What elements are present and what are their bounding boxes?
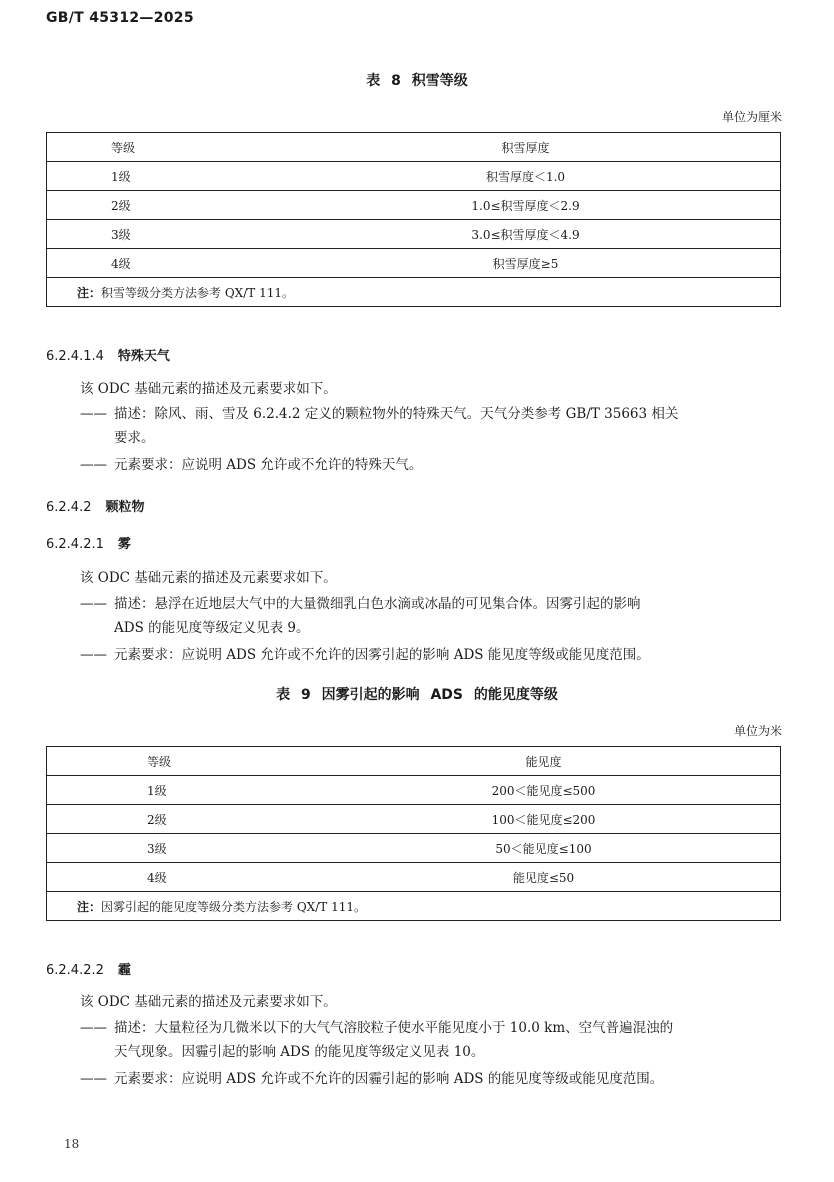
note-text: 积雪等级分类方法参考 QX/T 111。: [101, 285, 294, 300]
list-item-requirement: [80, 643, 782, 667]
table-row: [47, 220, 781, 249]
table-row: [47, 776, 781, 805]
table8-unit: 单位为厘米: [721, 110, 782, 124]
table-note: [47, 278, 781, 307]
table-note-row: [47, 278, 781, 307]
item-text: 元素要求：应说明 ADS 允许或不允许的因霾引起的影响 ADS 的能见度等级或能见度范围。: [114, 1071, 664, 1087]
table-row: [47, 863, 781, 892]
cell-grade: 4级: [47, 863, 308, 892]
dash-bullet: ——: [80, 596, 107, 612]
cell-grade: 1级: [47, 776, 308, 805]
dash-bullet: ——: [80, 1071, 107, 1087]
cell-grade: 4级: [47, 249, 272, 278]
table-row: [47, 191, 781, 220]
table-header-row: [47, 133, 781, 162]
table8: [46, 132, 781, 307]
cell-value: 积雪厚度≥5: [271, 249, 781, 278]
table9-unit: 单位为米: [733, 724, 782, 738]
section-title: 颗粒物: [105, 500, 145, 515]
cell-grade: 2级: [47, 191, 272, 220]
section-heading: [46, 496, 145, 515]
table-row: [47, 805, 781, 834]
section-intro: 该 ODC 基础元素的描述及元素要求如下。: [80, 570, 337, 586]
dash-bullet: ——: [80, 457, 107, 473]
section-number: 6.2.4.2.2: [46, 963, 104, 978]
table-note-row: [47, 892, 781, 921]
cell-value: 积雪厚度＜1.0: [271, 162, 781, 191]
cell-value: 1.0≤积雪厚度＜2.9: [271, 191, 781, 220]
list-item-description: [80, 1016, 782, 1064]
item-text: 描述：除风、雨、雪及 6.2.4.2 定义的颗粒物外的特殊天气。天气分类参考 GB/T 35663 相关: [114, 406, 679, 422]
table-row: [47, 162, 781, 191]
section-number: 6.2.4.2: [46, 500, 92, 515]
list-item-requirement: [80, 453, 782, 477]
standard-code: GB/T 45312—2025: [46, 10, 194, 26]
section-intro: 该 ODC 基础元素的描述及元素要求如下。: [80, 381, 337, 397]
cell-grade: 2级: [47, 805, 308, 834]
item-text: 描述：大量粒径为几微米以下的大气气溶胶粒子使水平能见度小于 10.0 km、空气普遍混浊的: [114, 1020, 674, 1036]
table9-caption: 表 9 因雾引起的影响 ADS 的能见度等级: [276, 687, 558, 703]
section-heading: [46, 533, 131, 552]
cell-value: 3.0≤积雪厚度＜4.9: [271, 220, 781, 249]
section-intro: 该 ODC 基础元素的描述及元素要求如下。: [80, 994, 337, 1010]
cell-value: 能见度≤50: [307, 863, 781, 892]
item-text: 元素要求：应说明 ADS 允许或不允许的特殊天气。: [114, 457, 423, 473]
dash-bullet: ——: [80, 1020, 107, 1036]
cell-value: 100＜能见度≤200: [307, 805, 781, 834]
table9: [46, 746, 781, 921]
table-row: [47, 834, 781, 863]
table-header-row: [47, 747, 781, 776]
item-text: 描述：悬浮在近地层大气中的大量微细乳白色水滴或冰晶的可见集合体。因雾引起的影响: [114, 596, 641, 612]
section-title: 特殊天气: [117, 349, 170, 364]
cell-grade: 3级: [47, 834, 308, 863]
dash-bullet: ——: [80, 406, 107, 422]
note-text: 因雾引起的能见度等级分类方法参考 QX/T 111。: [101, 899, 366, 914]
section-title: 霾: [117, 963, 131, 978]
dash-bullet: ——: [80, 647, 107, 663]
table-note: [47, 892, 781, 921]
section-number: 6.2.4.2.1: [46, 537, 104, 552]
cell-value: 200＜能见度≤500: [307, 776, 781, 805]
item-text-continued: 要求。: [114, 430, 155, 446]
note-label: 注：: [77, 899, 102, 914]
cell-grade: 1级: [47, 162, 272, 191]
table8-caption: 表 8 积雪等级: [366, 73, 468, 89]
column-header-value: 积雪厚度: [271, 133, 781, 162]
list-item-description: [80, 592, 782, 640]
cell-value: 50＜能见度≤100: [307, 834, 781, 863]
list-item-description: [80, 402, 782, 450]
section-heading: [46, 345, 170, 364]
section-number: 6.2.4.1.4: [46, 349, 104, 364]
item-text-continued: ADS 的能见度等级定义见表 9。: [114, 620, 310, 636]
column-header-grade: 等级: [47, 133, 272, 162]
section-heading: [46, 959, 131, 978]
item-text-continued: 天气现象。因霾引起的影响 ADS 的能见度等级定义见表 10。: [114, 1044, 485, 1060]
cell-grade: 3级: [47, 220, 272, 249]
table-row: [47, 249, 781, 278]
page-number: 18: [64, 1137, 80, 1151]
column-header-value: 能见度: [307, 747, 781, 776]
column-header-grade: 等级: [47, 747, 308, 776]
section-title: 雾: [117, 537, 131, 552]
item-text: 元素要求：应说明 ADS 允许或不允许的因雾引起的影响 ADS 能见度等级或能见度范围。: [114, 647, 650, 663]
note-label: 注：: [77, 285, 102, 300]
list-item-requirement: [80, 1067, 782, 1091]
